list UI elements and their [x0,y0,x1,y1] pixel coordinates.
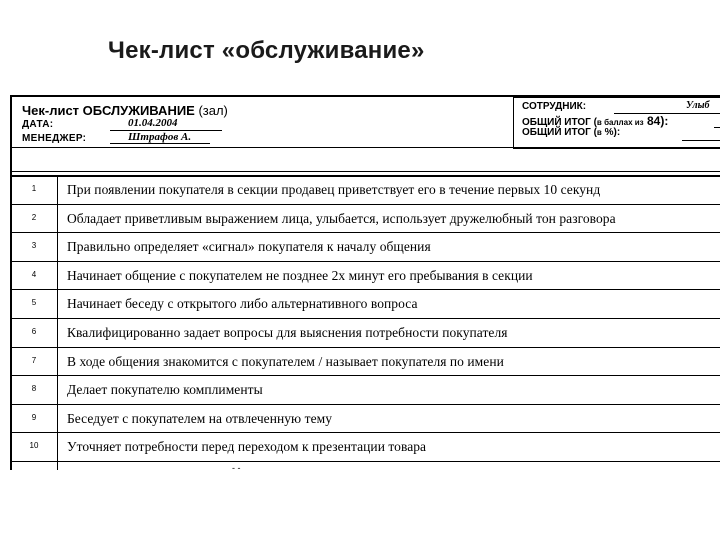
checklist-row [10,233,720,262]
total-points-max: 84): [643,114,669,128]
total-percent-label [522,127,620,138]
row-criterion-text: Обладает приветливым выражением лица, улыбается, использует дружелюбный тон разговора [67,210,616,226]
slide-title: Чек-лист «обслуживание» [108,37,425,64]
manager-label: МЕНЕДЖЕР: [22,133,87,144]
manager-underline [110,143,210,144]
row-criterion-text: В ходе общения знакомится с покупателем / называет покупателя по имени [67,353,504,369]
row-number: 9 [31,412,37,422]
row-number: 10 [29,441,39,451]
row-number: 4 [31,269,37,279]
checklist-row [10,205,720,234]
row-criterion-text: Уточняет потребности перед переходом к презентации товара [67,439,427,455]
total-points-label [522,114,668,128]
row-criterion-text: Квалифицированно задает вопросы для выяснения потребности покупателя [67,325,508,340]
checklist-row [10,376,720,405]
checklist-row [10,262,720,291]
checklist-row [10,319,720,348]
row-divider [10,461,720,462]
checklist-row [10,433,720,462]
row-number: 1 [31,184,37,193]
date-value: 01.04.2004 [128,117,178,129]
row-criterion-text: Начинает общение с покупателем не позднее 2х минут его пребывания в секции [67,267,533,283]
row-number: 3 [31,241,37,251]
form-title [22,103,228,118]
employee-value: Улыб [686,100,710,111]
row-number: 7 [31,355,37,365]
header-divider-1 [10,147,720,148]
row-number: 2 [31,212,37,222]
header-divider-2 [10,171,720,172]
row-criterion-text: Делает покупателю комплименты [67,382,263,398]
row-number: 8 [31,384,37,394]
row-criterion-text: Беседует с покупателем на отвлеченную тему [67,410,333,426]
row-number: 6 [31,327,37,336]
checklist-row [10,348,720,377]
row-criterion-text: Начинает беседу с открытого либо альтернативного вопроса [67,296,418,312]
manager-value: Штрафов А. [128,131,192,143]
total-percent-text: ОБЩИЙ ИТОГ ( [522,127,597,138]
row-criterion-text: При появлении покупателя в секции продавец приветствует его в течение первых 10 секунд [67,182,601,197]
form-title-main: Чек-лист ОБСЛУЖИВАНИЕ [22,103,195,118]
employee-label: СОТРУДНИК: [522,101,587,112]
total-percent-unit: %): [601,127,621,138]
checklist-row [10,176,720,205]
total-points-text: ОБЩИЙ ИТОГ ( [522,117,597,128]
row-criterion-text: Правильно определяет «сигнал» покупателя к началу общения [67,239,431,255]
total-percent-underline [682,140,720,141]
date-label: ДАТА: [22,119,54,130]
form-title-suffix: (зал) [194,103,228,118]
total-points-small: в баллах из [596,118,644,127]
totals-box [513,97,720,149]
checklist-form [10,95,720,470]
cut-off-text-fragment: - - [232,463,241,470]
total-points-underline [714,127,720,128]
total-percent-small: в [596,128,602,137]
checklist-row [10,405,720,434]
row-number: 5 [31,298,37,308]
checklist-row [10,290,720,319]
